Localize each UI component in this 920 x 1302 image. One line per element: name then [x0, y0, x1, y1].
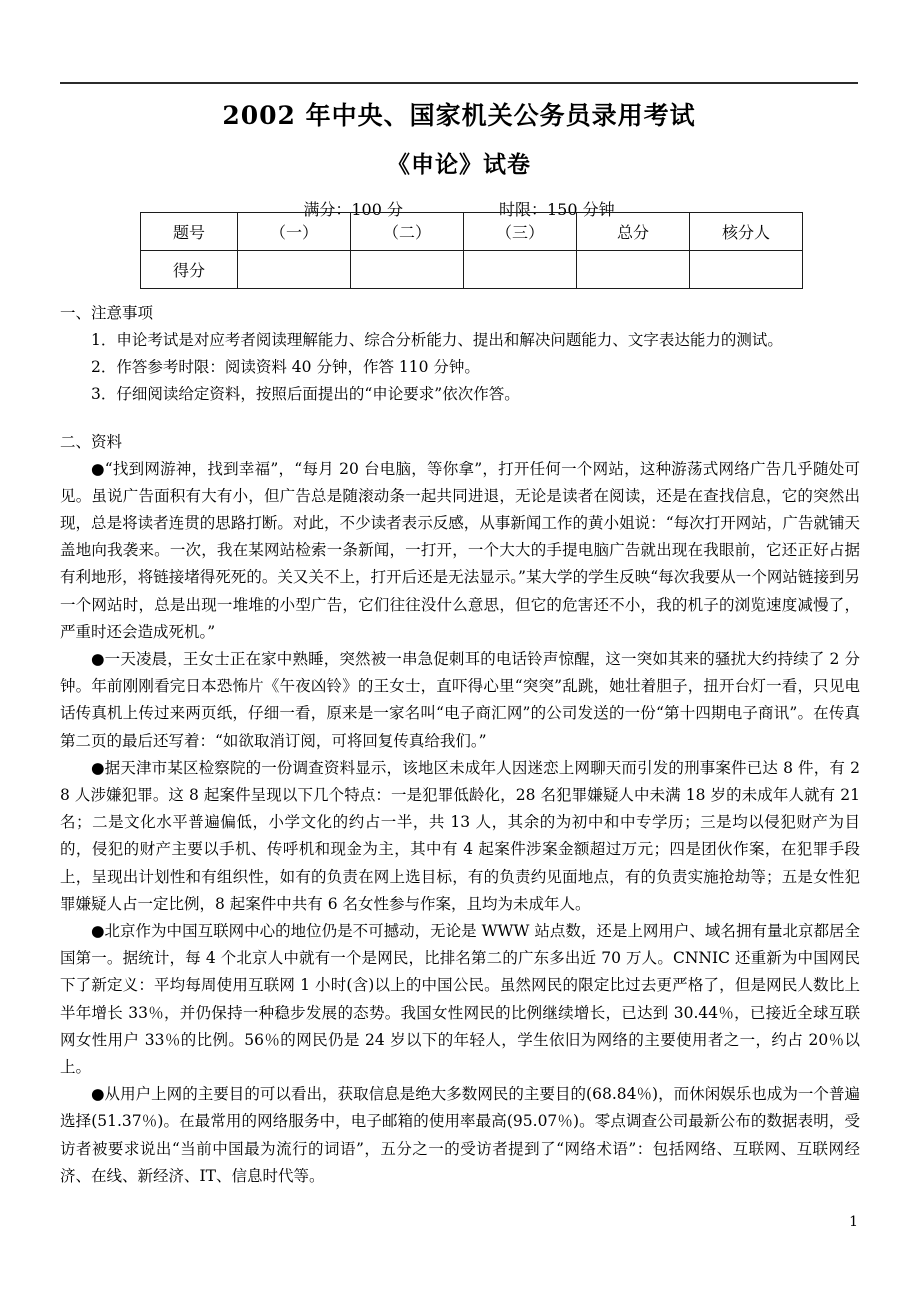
page-number: 1 [849, 1214, 858, 1230]
material-paragraph: ●从用户上网的主要目的可以看出，获取信息是绝大多数网民的主要目的(68.84％)，而休闲娱乐也成为一个普遍选择(51.37％)。在最常用的网络服务中，电子邮箱的使用率最高(95.07％)。零点调查公司最新公布的数据表明，受访者被要求说出“当前中国最为流行的词语”，五分之一的受访者提到了“网络术语”：包括网络、互联网、互联网经济、在线、新经济、IT、信息时代等。 [60, 1085, 860, 1185]
material-paragraph: ●“找到网游神，找到幸福”，“每月 20 台电脑，等你拿”，打开任何一个网站，这种游荡式网络广告几乎随处可见。虽说广告面积有大有小，但广告总是随滚动条一起共同进退，无论是读者在阅读，还是在查找信息，它的突然出现，总是将读者连贯的思路打断。对此，不少读者表示反感，从事新闻工作的黄小姐说：“每次打开网站，广告就铺天盖地向我袭来。一次，我在某网站检索一条新闻，一打开，一个大大的手提电脑广告就出现在我眼前，它还正好占据有利地形，将链接堵得死死的。关又关不上，打开后还是无法显示。”某大学的学生反映“每次我要从一个网站链接到另一个网站时，总是出现一堆堆的小型广告，它们往往没什么意思，但它的危害还不小，我的机子的浏览速度减慢了，严重时还会造成死机。” [60, 459, 860, 641]
table-cell-question-3: （三） [464, 213, 577, 251]
material-paragraph: ●一天凌晨，王女士正在家中熟睡，突然被一串急促刺耳的电话铃声惊醒，这一突如其来的骚扰大约持续了 2 分钟。年前刚刚看完日本恐怖片《午夜凶铃》的王女士，直吓得心里“突突”乱跳，她壮着胆子，扭开台灯一看，只见电话传真机上传过来两页纸，仔细一看，原来是一家名叫“电子商汇网”的公司发送的一份“第十四期电子商讯”。在传真第二页的最后还写着：“如欲取消订阅，可将回复传真给我们。” [60, 650, 860, 750]
section-heading-notice: 一、注意事项 [60, 304, 154, 322]
notice-item: 3．仔细阅读给定资料，按照后面提出的“申论要求”依次作答。 [91, 385, 520, 404]
table-cell-score-3[interactable] [464, 251, 577, 289]
table-cell-score-scorer[interactable] [690, 251, 803, 289]
notice-item: 2．作答参考时限：阅读资料 40 分钟，作答 110 分钟。 [91, 358, 480, 377]
table-cell-question-1: （一） [238, 213, 351, 251]
document-body [60, 300, 860, 1190]
table-cell-score-label: 得分 [141, 251, 238, 289]
notice-item: 1．申论考试是对应考者阅读理解能力、综合分析能力、提出和解决问题能力、文字表达能力的测试。 [91, 331, 783, 349]
score-table [140, 212, 803, 289]
section-heading-materials: 二、资料 [60, 432, 123, 451]
table-cell-score-total[interactable] [577, 251, 690, 289]
full-score-label: 满分：100 分 [303, 200, 403, 219]
table-cell-total: 总分 [577, 213, 690, 251]
table-cell-question-2: （二） [351, 213, 464, 251]
score-table-wrapper [140, 212, 784, 289]
table-cell-score-1[interactable] [238, 251, 351, 289]
table-cell-question-label: 题号 [141, 213, 238, 251]
table-cell-scorer: 核分人 [690, 213, 803, 251]
page-title: 2002 年中央、国家机关公务员录用考试 [222, 101, 696, 130]
title-block [60, 96, 858, 222]
page-subtitle: 《申论》试卷 [387, 151, 531, 178]
table-row [141, 213, 803, 251]
material-paragraph: ●北京作为中国互联网中心的地位仍是不可撼动，无论是 WWW 站点数，还是上网用户、域名拥有量北京都居全国第一。据统计，每 4 个北京人中就有一个是网民，比排名第二的广东多出近 70 万人。CNNIC 还重新为中国网民下了新定义：平均每周使用互联网 1 小时(含)以上的中国公民。虽然网民的限定比过去更严格了，但是网民人数比上半年增长 33％，并仍保持一种稳步发展的态势。我国女性网民的比例继续增长，已达到 30.44％，已接近全球互联网女性用户 33％的比例。56％的网民仍是 24 岁以下的年轻人，学生依旧为网络的主要使用者之一，约占 20％以上。 [60, 922, 860, 1077]
table-row [141, 251, 803, 289]
header-divider-rule [60, 82, 858, 84]
table-cell-score-2[interactable] [351, 251, 464, 289]
time-limit-label: 时限：150 分钟 [499, 200, 615, 219]
material-paragraph: ●据天津市某区检察院的一份调查资料显示，该地区未成年人因迷恋上网聊天而引发的刑事案件已达 8 件，有 28 人涉嫌犯罪。这 8 起案件呈现以下几个特点：一是犯罪低龄化，28 名犯罪嫌疑人中未满 18 岁的未成年人就有 21 名；二是文化水平普遍偏低，小学文化的约占一半，共 13 人，其余的为初中和中专学历；三是均以侵犯财产为目的，侵犯的财产主要以手机、传呼机和现金为主，其中有 4 起案件涉案金额超过万元；四是团伙作案，在犯罪手段上，呈现出计划性和有组织性，如有的负责在网上选目标，有的负责约见面地点，有的负责实施抢劫等；五是女性犯罪嫌疑人占一定比例，8 起案件中共有 6 名女性参与作案，且均为未成年人。 [60, 758, 860, 913]
